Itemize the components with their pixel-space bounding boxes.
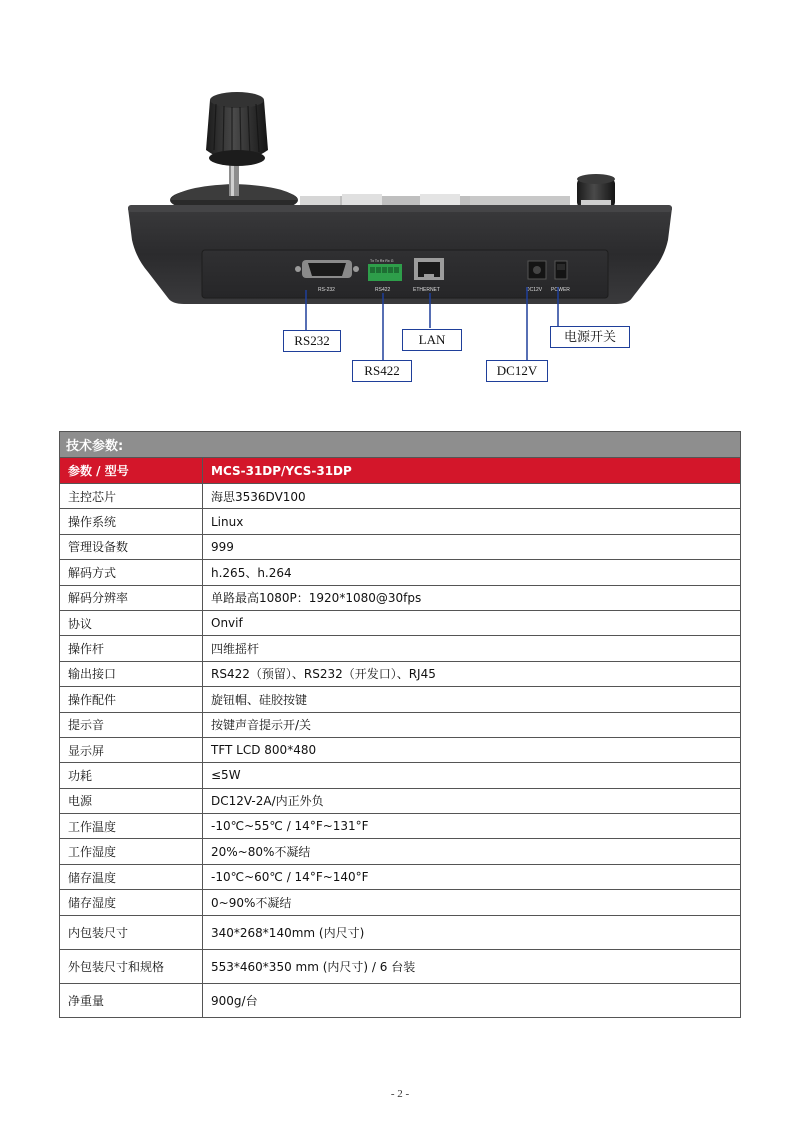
controller-illustration: [0, 0, 800, 400]
spec-value: 四维摇杆: [203, 636, 741, 661]
table-row: [60, 983, 741, 1017]
table-row: [60, 890, 741, 915]
spec-value: DC12V-2A/内正外负: [203, 788, 741, 813]
spec-value: 900g/台: [203, 983, 741, 1017]
spec-value: TFT LCD 800*480: [203, 737, 741, 762]
dc-silk-label: DC12V: [526, 287, 543, 293]
spec-key: 工作温度: [60, 814, 203, 839]
spec-key: 内包装尺寸: [60, 915, 203, 949]
table-row: [60, 484, 741, 509]
table-row: [60, 534, 741, 559]
spec-value: 海思3536DV100: [203, 484, 741, 509]
rs232-silk-label: RS-232: [318, 287, 335, 293]
header-model: MCS-31DP/YCS-31DP: [203, 458, 741, 484]
table-row: [60, 661, 741, 686]
spec-key: 净重量: [60, 983, 203, 1017]
callout-rs422: RS422: [352, 360, 412, 382]
spec-value: h.265、h.264: [203, 560, 741, 585]
ethernet-silk-label: ETHERNET: [413, 287, 440, 293]
table-row: [60, 560, 741, 585]
spec-key: 显示屏: [60, 737, 203, 762]
spec-value: 999: [203, 534, 741, 559]
spec-value: 0~90%不凝结: [203, 890, 741, 915]
spec-value: 553*460*350 mm (内尺寸) / 6 台装: [203, 949, 741, 983]
spec-key: 储存湿度: [60, 890, 203, 915]
table-row: [60, 763, 741, 788]
spec-value: -10℃~60℃ / 14°F~140°F: [203, 864, 741, 889]
spec-key: 操作杆: [60, 636, 203, 661]
spec-key: 解码方式: [60, 560, 203, 585]
spec-key: 工作湿度: [60, 839, 203, 864]
spec-value: 340*268*140mm (内尺寸): [203, 915, 741, 949]
table-row: [60, 636, 741, 661]
table-row: [60, 585, 741, 610]
rs232-port: [295, 260, 359, 278]
spec-value: ≤5W: [203, 763, 741, 788]
spec-key: 主控芯片: [60, 484, 203, 509]
rs422-silk-label: RS422: [375, 287, 391, 293]
table-row: [60, 610, 741, 635]
power-silk-label: POWER: [551, 287, 570, 293]
spec-key: 操作系统: [60, 509, 203, 534]
spec-value: 20%~80%不凝结: [203, 839, 741, 864]
rs422-port: [368, 264, 402, 281]
spec-key: 提示音: [60, 712, 203, 737]
spec-value: 旋钮帽、硅胶按键: [203, 687, 741, 712]
table-row: [60, 509, 741, 534]
rs422-pin-labels: Tx Tx Rx Rx G: [370, 259, 394, 263]
callout-power-switch: 电源开关: [550, 326, 630, 348]
table-row: [60, 737, 741, 762]
table-row: [60, 864, 741, 889]
callout-lan: LAN: [402, 329, 462, 351]
spec-key: 操作配件: [60, 687, 203, 712]
table-row: [60, 814, 741, 839]
spec-key: 输出接口: [60, 661, 203, 686]
table-row: [60, 915, 741, 949]
spec-table: [59, 431, 741, 1018]
spec-key: 解码分辨率: [60, 585, 203, 610]
device-rear-view: [0, 0, 800, 400]
spec-key: 协议: [60, 610, 203, 635]
spec-value: 按键声音提示开/关: [203, 712, 741, 737]
table-row: [60, 712, 741, 737]
spec-value: -10℃~55℃ / 14°F~131°F: [203, 814, 741, 839]
page-number: - 2 -: [390, 1088, 410, 1100]
callout-dc12v: DC12V: [486, 360, 548, 382]
spec-key: 管理设备数: [60, 534, 203, 559]
header-param: 参数 / 型号: [60, 458, 203, 484]
table-header-row: [60, 458, 741, 484]
table-title: 技术参数:: [60, 432, 741, 458]
spec-value: RS422（预留）、RS232（开发口）、RJ45: [203, 661, 741, 686]
table-row: [60, 788, 741, 813]
table-title-row: [60, 432, 741, 458]
spec-key: 储存温度: [60, 864, 203, 889]
table-row: [60, 839, 741, 864]
spec-key: 电源: [60, 788, 203, 813]
jog-knob: [577, 174, 615, 210]
spec-value: Linux: [203, 509, 741, 534]
spec-value: Onvif: [203, 610, 741, 635]
rear-panel: [202, 250, 608, 298]
table-row: [60, 949, 741, 983]
spec-value: 单路最高1080P：1920*1080@30fps: [203, 585, 741, 610]
callout-rs232: RS232: [283, 330, 341, 352]
power-switch: [555, 261, 567, 279]
ethernet-port: [414, 258, 444, 280]
dc-jack: [528, 261, 546, 279]
spec-key: 外包装尺寸和规格: [60, 949, 203, 983]
spec-key: 功耗: [60, 763, 203, 788]
table-row: [60, 687, 741, 712]
